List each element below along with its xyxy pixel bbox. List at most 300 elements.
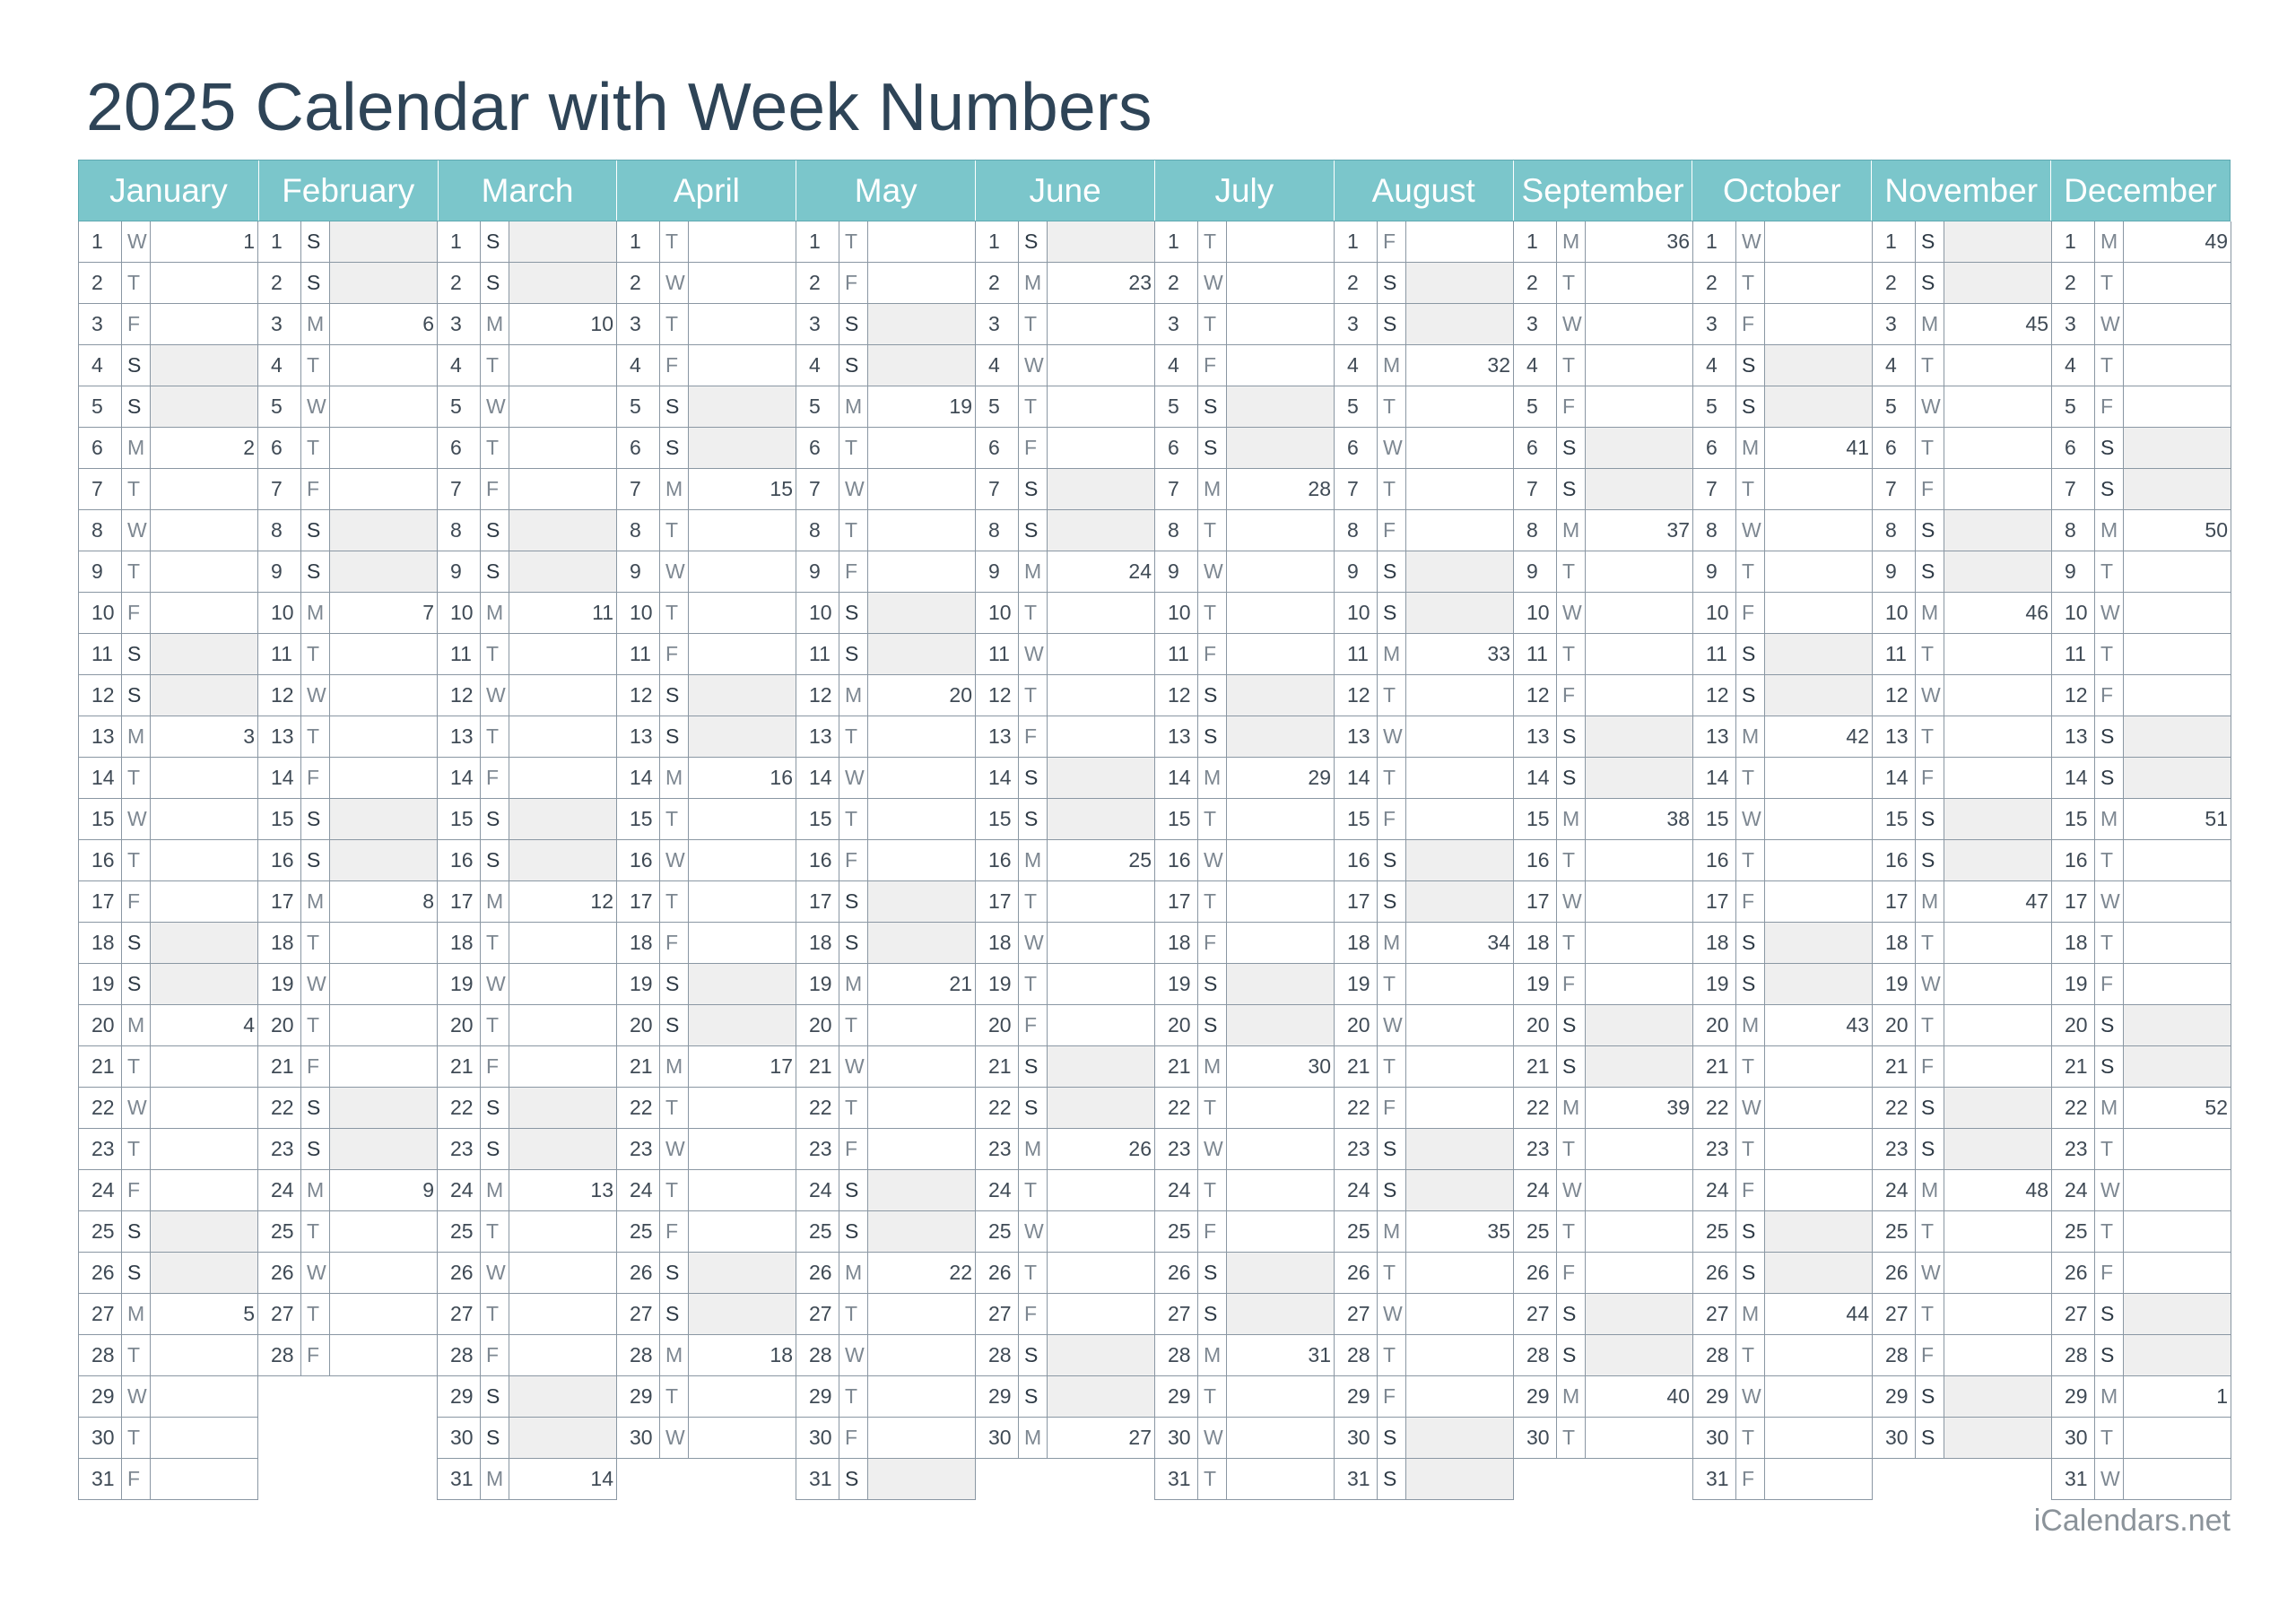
day-row — [975, 923, 1155, 964]
day-number: 25 — [617, 1211, 660, 1252]
weekday-letter: F — [122, 304, 151, 344]
week-number-cell — [2124, 1170, 2231, 1210]
day-row — [1872, 551, 2052, 593]
day-row — [1513, 1046, 1693, 1088]
week-number-cell — [1586, 1418, 1692, 1458]
week-number-cell — [2124, 881, 2231, 922]
weekday-letter: F — [1736, 304, 1765, 344]
weekday-letter: T — [2095, 263, 2124, 303]
day-row — [437, 675, 617, 716]
day-row — [1513, 263, 1693, 304]
day-number: 1 — [1514, 221, 1557, 262]
day-row — [796, 799, 976, 840]
day-number: 26 — [438, 1253, 481, 1293]
day-row — [1692, 799, 1873, 840]
day-number: 26 — [79, 1253, 122, 1293]
day-row — [975, 1005, 1155, 1046]
day-row — [616, 469, 796, 510]
weekday-letter: S — [1736, 923, 1765, 963]
weekday-letter: F — [660, 923, 689, 963]
day-row — [2051, 593, 2231, 634]
week-number-cell — [1765, 1129, 1872, 1169]
day-row — [1513, 881, 1693, 923]
day-number: 18 — [796, 923, 839, 963]
month-column-may — [796, 221, 975, 1500]
week-number-cell — [509, 345, 616, 386]
day-row — [437, 551, 617, 593]
day-row — [1872, 1253, 2052, 1294]
day-row — [2051, 758, 2231, 799]
month-header-september: September — [1513, 160, 1692, 221]
day-row — [796, 1459, 976, 1500]
week-number-cell: 17 — [770, 1054, 793, 1078]
day-row — [616, 1046, 796, 1088]
day-number: 4 — [976, 345, 1019, 386]
day-row — [437, 799, 617, 840]
day-row — [1154, 1005, 1335, 1046]
day-number: 31 — [79, 1459, 122, 1499]
weekday-letter: W — [122, 221, 151, 262]
weekday-letter: M — [301, 881, 330, 922]
weekday-letter: W — [1916, 386, 1944, 427]
week-number-cell — [2124, 675, 2231, 716]
day-number: 28 — [438, 1335, 481, 1375]
day-number: 3 — [79, 304, 122, 344]
week-number-cell — [1406, 510, 1513, 551]
weekday-letter: T — [301, 345, 330, 386]
day-row — [1513, 345, 1693, 386]
weekday-letter: S — [1736, 1211, 1765, 1252]
weekday-letter: M — [122, 428, 151, 468]
week-number-cell — [1227, 1418, 1334, 1458]
day-row — [1513, 1376, 1693, 1418]
day-row — [616, 758, 796, 799]
week-number-cell: 32 — [1487, 353, 1510, 377]
day-row — [257, 840, 438, 881]
day-number: 10 — [258, 593, 301, 633]
day-number: 14 — [1693, 758, 1736, 798]
weekday-letter: S — [1916, 799, 1944, 839]
day-number: 19 — [2052, 964, 2095, 1004]
day-number: 6 — [796, 428, 839, 468]
day-row — [1513, 840, 1693, 881]
day-number: 26 — [1873, 1253, 1916, 1293]
week-number-cell — [868, 1088, 975, 1128]
day-number: 15 — [617, 799, 660, 839]
day-row — [1334, 634, 1514, 675]
day-number: 8 — [1873, 510, 1916, 551]
week-number-cell — [1048, 964, 1154, 1004]
day-row — [437, 263, 617, 304]
day-number: 28 — [1873, 1335, 1916, 1375]
week-number-cell — [2124, 1335, 2231, 1375]
week-number-cell — [509, 221, 616, 262]
week-number-cell — [2124, 1005, 2231, 1045]
day-row — [975, 1418, 1155, 1459]
week-number-cell — [509, 1418, 616, 1458]
week-number-cell — [1944, 634, 2051, 674]
week-number-cell — [1944, 1294, 2051, 1334]
week-number-cell: 50 — [2205, 518, 2228, 542]
week-number-cell — [1406, 675, 1513, 716]
day-number: 23 — [1693, 1129, 1736, 1169]
day-number: 19 — [1514, 964, 1557, 1004]
week-number-cell — [868, 510, 975, 551]
week-number-cell: 19 — [949, 395, 972, 418]
day-row — [257, 881, 438, 923]
weekday-letter: M — [1916, 593, 1944, 633]
day-row — [2051, 1088, 2231, 1129]
week-number-cell — [1765, 634, 1872, 674]
day-number: 7 — [1155, 469, 1198, 509]
day-number: 11 — [258, 634, 301, 674]
week-number-cell — [151, 1253, 257, 1293]
weekday-letter: S — [122, 675, 151, 716]
weekday-letter: M — [1916, 881, 1944, 922]
week-number-cell — [1765, 1046, 1872, 1087]
weekday-letter: T — [122, 469, 151, 509]
day-number: 2 — [258, 263, 301, 303]
weekday-letter: S — [839, 1211, 868, 1252]
day-number: 27 — [976, 1294, 1019, 1334]
week-number-cell — [1406, 1129, 1513, 1169]
week-number-cell: 37 — [1666, 518, 1690, 542]
day-row — [1872, 675, 2052, 716]
weekday-letter: T — [1736, 469, 1765, 509]
weekday-letter: T — [1198, 304, 1227, 344]
week-number-cell — [151, 1088, 257, 1128]
weekday-letter: W — [481, 1253, 509, 1293]
day-row — [1334, 510, 1514, 551]
day-number: 25 — [1873, 1211, 1916, 1252]
day-number: 4 — [617, 345, 660, 386]
weekday-letter: S — [122, 634, 151, 674]
weekday-letter: W — [839, 469, 868, 509]
week-number-cell: 30 — [1308, 1054, 1331, 1078]
week-number-cell — [330, 263, 437, 303]
week-number-cell — [689, 345, 796, 386]
day-number: 6 — [976, 428, 1019, 468]
day-number: 13 — [438, 716, 481, 757]
day-row — [1692, 386, 1873, 428]
weekday-letter: T — [301, 428, 330, 468]
weekday-letter: W — [2095, 593, 2124, 633]
day-row — [78, 428, 258, 469]
day-number: 16 — [438, 840, 481, 880]
weekday-letter: S — [839, 345, 868, 386]
week-number-cell — [689, 593, 796, 633]
weekday-letter: W — [1736, 1088, 1765, 1128]
month-column-april — [616, 221, 796, 1500]
week-number-cell — [689, 263, 796, 303]
day-number: 17 — [258, 881, 301, 922]
day-row — [257, 1211, 438, 1253]
week-number-cell — [868, 799, 975, 839]
day-row — [1154, 1170, 1335, 1211]
day-number: 24 — [976, 1170, 1019, 1210]
day-row — [1334, 1253, 1514, 1294]
day-row — [796, 881, 976, 923]
day-row — [616, 799, 796, 840]
day-number: 17 — [1873, 881, 1916, 922]
week-number-cell: 14 — [590, 1467, 613, 1490]
week-number-cell — [509, 758, 616, 798]
day-number: 29 — [438, 1376, 481, 1417]
weekday-letter: F — [839, 840, 868, 880]
day-row — [975, 593, 1155, 634]
day-number: 11 — [438, 634, 481, 674]
day-number: 30 — [1873, 1418, 1916, 1458]
day-row — [1513, 510, 1693, 551]
day-row — [1154, 1376, 1335, 1418]
day-number: 7 — [2052, 469, 2095, 509]
weekday-letter: T — [660, 510, 689, 551]
weekday-letter: T — [122, 1418, 151, 1458]
day-number: 20 — [1693, 1005, 1736, 1045]
weekday-letter: F — [1557, 964, 1586, 1004]
week-number-cell — [868, 881, 975, 922]
week-number-cell — [2124, 428, 2231, 468]
day-row — [2051, 345, 2231, 386]
day-number: 17 — [617, 881, 660, 922]
weekday-letter: S — [1916, 1088, 1944, 1128]
week-number-cell — [1048, 1005, 1154, 1045]
week-number-cell — [2124, 1211, 2231, 1252]
week-number-cell — [1227, 345, 1334, 386]
day-number: 30 — [438, 1418, 481, 1458]
weekday-letter: T — [1557, 923, 1586, 963]
day-row — [1513, 1129, 1693, 1170]
day-row — [616, 923, 796, 964]
day-row — [78, 964, 258, 1005]
day-row — [616, 304, 796, 345]
day-number: 21 — [1873, 1046, 1916, 1087]
day-number: 17 — [1155, 881, 1198, 922]
day-number: 17 — [2052, 881, 2095, 922]
weekday-letter: T — [1198, 1088, 1227, 1128]
weekday-letter: F — [660, 1211, 689, 1252]
weekday-letter: W — [1557, 304, 1586, 344]
day-row — [975, 469, 1155, 510]
day-row — [1334, 1294, 1514, 1335]
weekday-letter: S — [1378, 1170, 1406, 1210]
weekday-letter: M — [1736, 428, 1765, 468]
day-number: 20 — [796, 1005, 839, 1045]
week-number-cell — [868, 469, 975, 509]
day-row — [1334, 1335, 1514, 1376]
weekday-letter: S — [1019, 1046, 1048, 1087]
week-number-cell: 47 — [2025, 889, 2048, 913]
day-row — [2051, 1418, 2231, 1459]
day-row — [437, 345, 617, 386]
weekday-letter: T — [1916, 716, 1944, 757]
day-row — [78, 881, 258, 923]
weekday-letter: M — [1557, 799, 1586, 839]
day-row — [1513, 964, 1693, 1005]
day-row — [2051, 1376, 2231, 1418]
day-row — [1692, 304, 1873, 345]
weekday-letter: T — [1378, 1335, 1406, 1375]
weekday-letter: T — [301, 1005, 330, 1045]
day-number: 7 — [1514, 469, 1557, 509]
day-number: 9 — [1155, 551, 1198, 592]
week-number-cell — [151, 1170, 257, 1210]
day-row — [1692, 1211, 1873, 1253]
day-number: 28 — [1693, 1335, 1736, 1375]
week-number-cell — [330, 923, 437, 963]
week-number-cell — [1765, 1418, 1872, 1458]
weekday-letter: T — [1378, 1046, 1406, 1087]
week-number-cell — [868, 345, 975, 386]
day-number: 6 — [1155, 428, 1198, 468]
weekday-letter: W — [1019, 634, 1048, 674]
day-row — [257, 510, 438, 551]
weekday-letter: T — [2095, 1129, 2124, 1169]
day-row — [975, 345, 1155, 386]
day-row — [257, 386, 438, 428]
month-header-july: July — [1154, 160, 1334, 221]
month-column-december — [2051, 221, 2231, 1500]
week-number-cell — [1227, 386, 1334, 427]
weekday-letter: T — [1019, 1170, 1048, 1210]
day-number: 5 — [258, 386, 301, 427]
day-number: 16 — [258, 840, 301, 880]
week-number-cell: 23 — [1128, 271, 1152, 294]
day-number: 20 — [1514, 1005, 1557, 1045]
day-row — [78, 1170, 258, 1211]
day-number: 26 — [976, 1253, 1019, 1293]
day-row — [257, 758, 438, 799]
day-number: 5 — [1693, 386, 1736, 427]
day-row — [1872, 593, 2052, 634]
weekday-letter: T — [1557, 263, 1586, 303]
weekday-letter: T — [660, 304, 689, 344]
weekday-letter: F — [1557, 675, 1586, 716]
day-number: 22 — [976, 1088, 1019, 1128]
weekday-letter: S — [2095, 1046, 2124, 1087]
day-row — [437, 716, 617, 758]
day-number: 29 — [1873, 1376, 1916, 1417]
day-row — [257, 716, 438, 758]
weekday-letter: T — [1378, 469, 1406, 509]
weekday-letter: W — [1736, 1376, 1765, 1417]
weekday-letter: T — [1736, 840, 1765, 880]
day-number: 21 — [1335, 1046, 1378, 1087]
week-number-cell — [330, 510, 437, 551]
day-number: 14 — [438, 758, 481, 798]
weekday-letter: W — [1019, 1211, 1048, 1252]
day-row — [1872, 1046, 2052, 1088]
day-row — [1154, 221, 1335, 263]
week-number-cell — [1227, 1088, 1334, 1128]
weekday-letter: S — [1916, 1129, 1944, 1169]
week-number-cell — [1227, 964, 1334, 1004]
day-row — [1334, 1129, 1514, 1170]
day-row — [78, 1253, 258, 1294]
day-row — [1154, 304, 1335, 345]
day-number: 13 — [1514, 716, 1557, 757]
day-number: 14 — [1155, 758, 1198, 798]
day-number: 21 — [976, 1046, 1019, 1087]
week-number-cell — [1048, 799, 1154, 839]
week-number-cell — [1944, 551, 2051, 592]
weekday-letter: S — [1557, 1294, 1586, 1334]
weekday-letter: M — [481, 1170, 509, 1210]
day-number: 20 — [79, 1005, 122, 1045]
day-number: 1 — [258, 221, 301, 262]
weekday-letter: W — [660, 263, 689, 303]
month-column-january — [78, 221, 257, 1500]
weekday-letter: S — [660, 716, 689, 757]
week-number-cell — [1765, 964, 1872, 1004]
week-number-cell — [1586, 263, 1692, 303]
weekday-letter: F — [1378, 510, 1406, 551]
day-row — [796, 1376, 976, 1418]
weekday-letter: T — [1736, 1129, 1765, 1169]
month-column-february — [257, 221, 437, 1500]
day-row — [1513, 221, 1693, 263]
day-row — [437, 1129, 617, 1170]
month-header-march: March — [438, 160, 617, 221]
weekday-letter: S — [1378, 304, 1406, 344]
day-number: 26 — [1335, 1253, 1378, 1293]
day-number: 23 — [796, 1129, 839, 1169]
day-number: 7 — [1693, 469, 1736, 509]
day-row — [1872, 964, 2052, 1005]
weekday-letter: T — [1736, 1335, 1765, 1375]
week-number-cell — [1048, 428, 1154, 468]
week-number-cell — [689, 634, 796, 674]
week-number-cell — [1944, 716, 2051, 757]
day-number: 15 — [1335, 799, 1378, 839]
day-number: 6 — [258, 428, 301, 468]
day-row — [1872, 1294, 2052, 1335]
weekday-letter: T — [1916, 1211, 1944, 1252]
weekday-letter: S — [1198, 1294, 1227, 1334]
week-number-cell — [689, 428, 796, 468]
weekday-letter: M — [1378, 634, 1406, 674]
week-number-cell: 21 — [949, 972, 972, 995]
day-row — [257, 1170, 438, 1211]
week-number-cell: 4 — [243, 1013, 255, 1037]
day-row — [1513, 1294, 1693, 1335]
weekday-letter: W — [301, 964, 330, 1004]
week-number-cell — [1765, 1335, 1872, 1375]
weekday-letter: S — [481, 1088, 509, 1128]
day-number: 2 — [1335, 263, 1378, 303]
weekday-letter: W — [1557, 881, 1586, 922]
day-number: 21 — [258, 1046, 301, 1087]
day-number: 21 — [796, 1046, 839, 1087]
weekday-letter: T — [839, 799, 868, 839]
day-number: 14 — [617, 758, 660, 798]
week-number-cell — [1765, 675, 1872, 716]
day-number: 22 — [796, 1088, 839, 1128]
day-row — [2051, 469, 2231, 510]
day-row — [1513, 716, 1693, 758]
month-column-june — [975, 221, 1154, 1500]
week-number-cell — [868, 758, 975, 798]
weekday-letter: S — [1378, 881, 1406, 922]
day-row — [1692, 840, 1873, 881]
week-number-cell: 43 — [1846, 1013, 1869, 1037]
weekday-letter: F — [1736, 1170, 1765, 1210]
day-row — [2051, 840, 2231, 881]
weekday-letter: S — [481, 551, 509, 592]
day-row — [437, 923, 617, 964]
day-number: 4 — [1335, 345, 1378, 386]
week-number-cell — [1765, 799, 1872, 839]
